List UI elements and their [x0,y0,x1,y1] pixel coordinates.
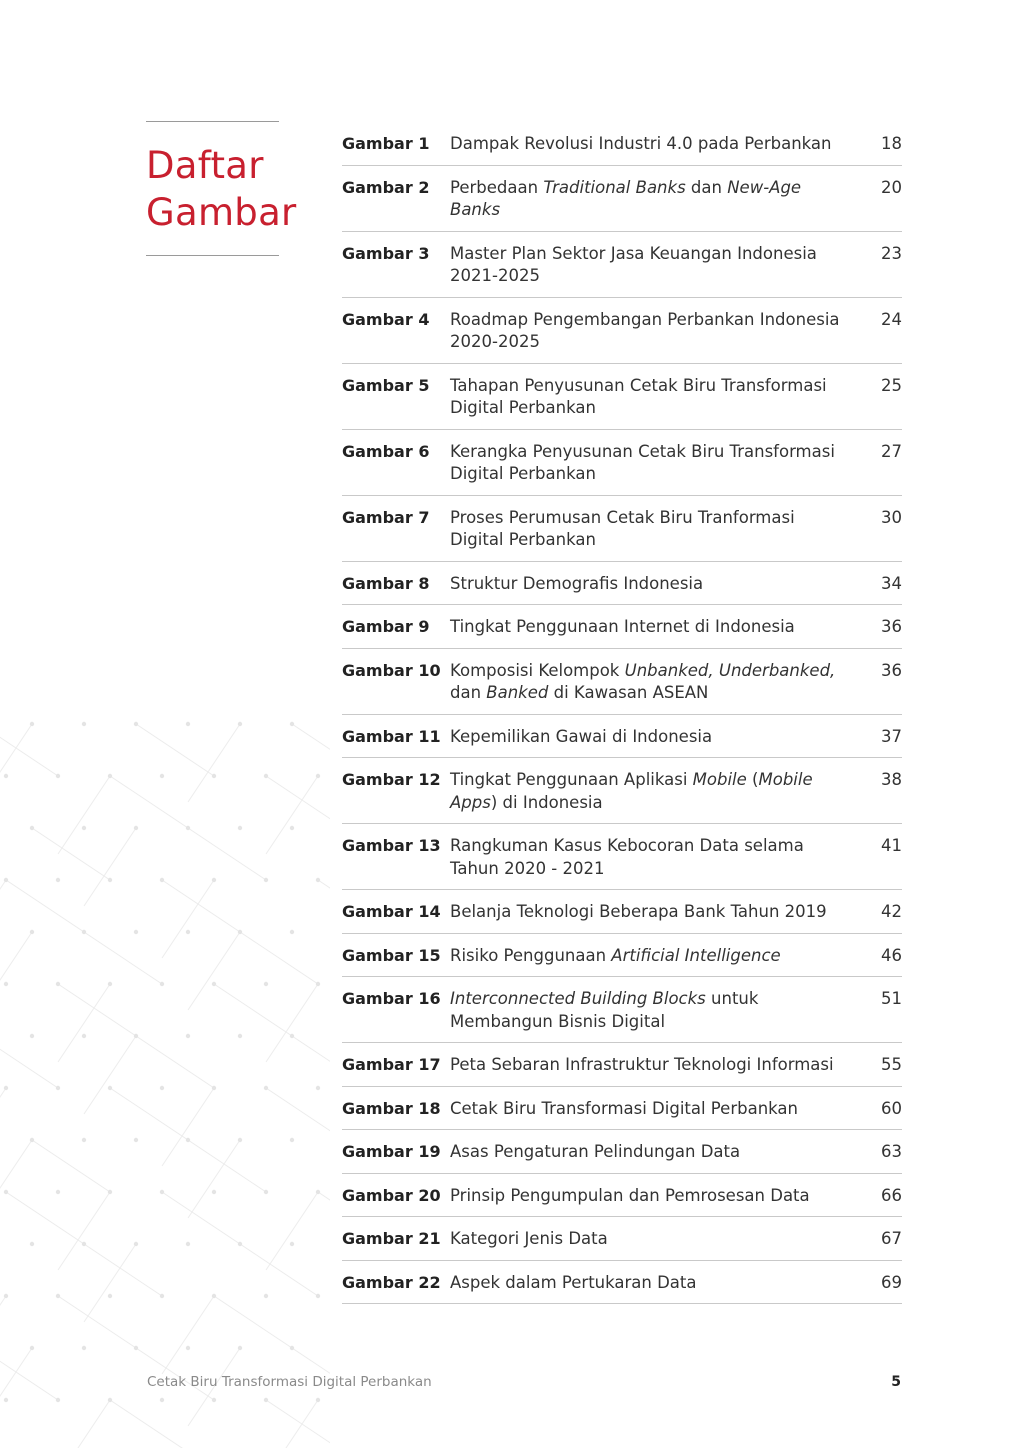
figure-number: Gambar 7 [342,507,430,527]
caption-text: Master Plan Sektor Jasa Keuangan Indonesia 2021-2025 [450,243,817,285]
list-item[interactable] [342,758,902,824]
figure-caption [450,835,862,880]
list-item[interactable] [342,1043,902,1087]
title-rule-top [146,121,279,122]
caption-text: Dampak Revolusi Industri 4.0 pada Perbankan [450,134,832,153]
caption-text: Risiko Penggunaan [450,945,612,965]
figure-page-number: 69 [881,1272,902,1292]
list-item[interactable] [342,1217,902,1261]
caption-italic-text: Banked [486,683,549,702]
figure-page-number: 66 [881,1185,902,1205]
figure-caption [450,441,862,486]
list-item[interactable] [342,166,902,232]
title-rule-bottom [146,255,279,256]
figure-page-number: 36 [881,617,902,636]
list-item[interactable] [342,364,902,430]
figure-caption [450,507,862,552]
figure-page-number: 41 [881,836,902,855]
caption-text: Belanja Teknologi Beberapa Bank Tahun 2019 [450,902,827,921]
caption-text: Kategori Jenis Data [450,1229,608,1248]
figure-number: Gambar 3 [342,243,430,263]
figure-page-number: 36 [881,660,902,680]
caption-text: Tingkat Penggunaan Internet di Indonesia [450,617,795,636]
page-title [146,142,297,236]
figure-caption [450,309,862,354]
figure-list [342,122,902,1304]
figure-caption [450,901,862,924]
figure-caption [450,769,862,814]
figure-page-number: 37 [881,726,902,746]
figure-page-number: 20 [881,177,902,197]
figure-number: Gambar 4 [342,309,430,329]
list-item[interactable] [342,562,902,606]
figure-number: Gambar 11 [342,726,441,746]
figure-caption [450,1098,862,1121]
caption-italic-text: Mobile Apps [450,770,813,812]
figure-caption [450,945,862,968]
caption-italic-text: Interconnected Building Blocks [450,989,706,1008]
figure-caption [450,177,862,222]
list-item[interactable] [342,1130,902,1174]
figure-number: Gambar 15 [342,945,441,965]
caption-text: Kerangka Penyusunan Cetak Biru Transformasi Digital Perbankan [450,441,835,483]
figure-caption [450,1185,862,1208]
list-item[interactable] [342,232,902,298]
figure-number: Gambar 12 [342,770,441,789]
list-item[interactable] [342,298,902,364]
list-item[interactable] [342,977,902,1043]
caption-text: Roadmap Pengembangan Perbankan Indonesia 2020-2025 [450,309,840,351]
list-item[interactable] [342,890,902,934]
caption-text: Cetak Biru Transformasi Digital Perbankan [450,1098,798,1118]
figure-caption [450,1141,862,1164]
figure-caption [450,726,862,749]
figure-page-number: 55 [881,1055,902,1074]
caption-italic-text: New-Age Banks [450,177,802,219]
caption-text: Peta Sebaran Infrastruktur Teknologi Informasi [450,1055,834,1074]
list-item[interactable] [342,1174,902,1218]
figure-number: Gambar 17 [342,1055,441,1074]
figure-caption [450,660,862,705]
figure-page-number: 27 [881,441,902,461]
figure-number: Gambar 9 [342,617,430,636]
figure-number: Gambar 6 [342,441,430,461]
caption-text: Asas Pengaturan Pelindungan Data [450,1142,741,1161]
figure-number: Gambar 8 [342,573,430,593]
caption-text: di Kawasan ASEAN [548,683,709,702]
page-title-line-2: Gambar [146,191,297,234]
list-item[interactable] [342,824,902,890]
figure-caption [450,616,862,639]
figure-page-number: 25 [881,375,902,395]
caption-text: dan [685,177,728,197]
figure-number: Gambar 21 [342,1229,441,1248]
list-item[interactable] [342,605,902,649]
list-item[interactable] [342,1087,902,1131]
figure-page-number: 18 [881,134,902,153]
page-title-line-1: Daftar [146,144,264,187]
figure-number: Gambar 18 [342,1098,441,1118]
caption-italic-text: Traditional Banks [543,177,686,197]
figure-page-number: 42 [881,902,902,921]
figure-caption [450,243,862,288]
caption-text: Struktur Demografis Indonesia [450,573,704,593]
figure-number: Gambar 2 [342,177,430,197]
caption-text: untuk Membangun Bisnis Digital [450,989,759,1031]
figure-page-number: 63 [881,1142,902,1161]
list-item[interactable] [342,122,902,166]
figure-caption [450,1054,862,1077]
figure-caption [450,375,862,420]
caption-italic-text: Unbanked, Underbanked, [624,660,836,680]
figure-number: Gambar 20 [342,1185,441,1205]
figure-caption [450,988,862,1033]
figure-number: Gambar 1 [342,134,430,153]
caption-text: ) di Indonesia [490,792,603,812]
figure-page-number: 38 [881,770,902,789]
footer-document-title: Cetak Biru Transformasi Digital Perbankan [147,1374,432,1390]
figure-page-number: 34 [881,573,902,593]
figure-page-number: 46 [881,945,902,965]
list-item[interactable] [342,1261,902,1305]
figure-page-number: 23 [881,243,902,263]
caption-text: Komposisi Kelompok [450,660,625,680]
list-item[interactable] [342,934,902,978]
list-item[interactable] [342,715,902,759]
figure-page-number: 60 [881,1098,902,1118]
list-item[interactable] [342,649,902,715]
figure-number: Gambar 10 [342,660,441,680]
figure-number: Gambar 5 [342,375,430,395]
figure-number: Gambar 13 [342,836,441,855]
figure-caption [450,1228,862,1251]
figure-caption [450,1272,862,1295]
caption-text: Tingkat Penggunaan Aplikasi [450,770,693,789]
background-pattern [0,710,330,1448]
caption-text: Aspek dalam Pertukaran Data [450,1272,697,1292]
caption-text: Proses Perumusan Cetak Biru Tranformasi Digital Perbankan [450,507,795,549]
figure-page-number: 51 [881,989,902,1008]
list-item[interactable] [342,496,902,562]
figure-caption [450,573,862,596]
caption-italic-text: Mobile [692,770,747,789]
figure-number: Gambar 14 [342,902,441,921]
figure-number: Gambar 16 [342,989,441,1008]
caption-text: Perbedaan [450,177,544,197]
caption-text: dan [450,683,487,702]
figure-number: Gambar 19 [342,1142,441,1161]
caption-text: Kepemilikan Gawai di Indonesia [450,726,713,746]
list-item[interactable] [342,430,902,496]
figure-page-number: 30 [881,507,902,527]
footer-page-number: 5 [891,1374,901,1390]
caption-text: ( [746,770,759,789]
caption-text: Tahapan Penyusunan Cetak Biru Transformasi Digital Perbankan [450,375,827,417]
figure-caption [450,133,862,156]
figure-number: Gambar 22 [342,1272,441,1292]
figure-page-number: 67 [881,1229,902,1248]
caption-text: Prinsip Pengumpulan dan Pemrosesan Data [450,1185,810,1205]
caption-text: Rangkuman Kasus Kebocoran Data selama Tahun 2020 - 2021 [450,836,804,878]
caption-italic-text: Artificial Intelligence [611,945,781,965]
figure-page-number: 24 [881,309,902,329]
